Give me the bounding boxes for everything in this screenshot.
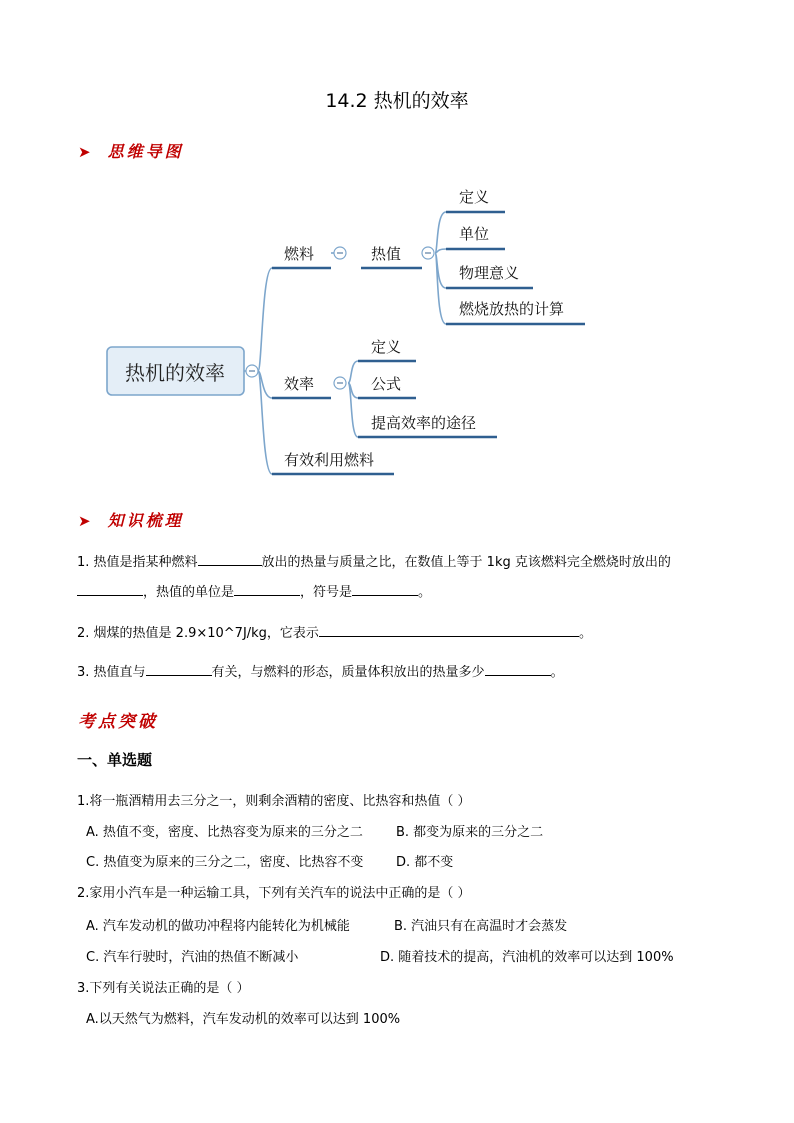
single-choice-heading: 一、单选题 xyxy=(77,751,153,769)
knowledge-text: 有关，与燃料的形态，质量体积放出的热量多少 xyxy=(211,665,485,680)
knowledge-item-3 xyxy=(77,662,564,682)
fill-blank[interactable] xyxy=(198,552,262,566)
question-1-option-c[interactable]: C. 热值变为原来的三分之二，密度、比热容不变 xyxy=(86,855,364,870)
hv-child-4: 燃烧放热的计算 xyxy=(459,300,565,318)
question-2-stem: 2.家用小汽车是一种运输工具，下列有关汽车的说法中正确的是（ ） xyxy=(77,886,471,901)
knowledge-text: ，符号是 xyxy=(300,585,353,600)
fill-blank[interactable] xyxy=(77,582,143,596)
branch-efficiency: 效率 xyxy=(284,375,315,393)
question-1-option-b[interactable]: B. 都变为原来的三分之二 xyxy=(396,825,544,840)
knowledge-text: 放出的热量与质量之比，在数值上等于 1kg 克该燃料完全燃烧时放出的 xyxy=(261,555,671,570)
question-2-option-a[interactable]: A. 汽车发动机的做功冲程将内能转化为机械能 xyxy=(86,919,350,934)
fill-blank[interactable] xyxy=(485,662,551,676)
mindmap-diagram xyxy=(0,0,794,500)
knowledge-heading xyxy=(78,508,184,531)
question-1-option-d[interactable]: D. 都不变 xyxy=(396,855,454,870)
hv-child-2: 单位 xyxy=(459,225,490,243)
knowledge-item-1-line-1 xyxy=(77,552,671,572)
fill-blank[interactable] xyxy=(146,662,212,676)
eff-child-1: 定义 xyxy=(371,338,402,356)
branch-heat-value: 热值 xyxy=(371,245,402,263)
branch-use: 有效利用燃料 xyxy=(284,451,375,469)
knowledge-item-1-line-2 xyxy=(77,582,431,602)
hv-child-3: 物理意义 xyxy=(459,264,520,282)
page-title: 14.2 热机的效率 xyxy=(325,90,469,112)
mindmap-heading-text: 思维导图 xyxy=(107,142,184,161)
question-1-option-a[interactable]: A. 热值不变，密度、比热容变为原来的三分之二 xyxy=(86,825,363,840)
knowledge-text: 2. 烟煤的热值是 2.9×10^7J/kg，它表示 xyxy=(77,626,319,641)
knowledge-text: 。 xyxy=(550,665,564,680)
fill-blank[interactable] xyxy=(319,623,579,637)
knowledge-text: 3. 热值直与 xyxy=(77,665,146,680)
question-2-option-b[interactable]: B. 汽油只有在高温时才会蒸发 xyxy=(394,919,568,934)
hv-child-1: 定义 xyxy=(459,188,490,206)
fill-blank[interactable] xyxy=(352,582,418,596)
arrow-icon: ➤ xyxy=(78,512,91,530)
knowledge-text: 。 xyxy=(418,585,432,600)
eff-child-3: 提高效率的途径 xyxy=(371,414,477,432)
question-3-stem: 3.下列有关说法正确的是（ ） xyxy=(77,981,250,996)
eff-child-2: 公式 xyxy=(371,375,402,393)
question-2-option-c[interactable]: C. 汽车行驶时，汽油的热值不断减小 xyxy=(86,950,299,965)
exam-heading: 考点突破 xyxy=(78,712,158,732)
knowledge-item-2 xyxy=(77,623,592,643)
question-3-option-a[interactable]: A.以天然气为燃料，汽车发动机的效率可以达到 100% xyxy=(86,1012,401,1027)
knowledge-text: 1. 热值是指某种燃料 xyxy=(77,555,198,570)
knowledge-text: 。 xyxy=(578,626,592,641)
question-2-option-d[interactable]: D. 随着技术的提高，汽油机的效率可以达到 100% xyxy=(380,950,674,965)
question-1-stem: 1.将一瓶酒精用去三分之一，则剩余酒精的密度、比热容和热值（ ） xyxy=(77,794,471,809)
knowledge-text: ，热值的单位是 xyxy=(143,585,235,600)
branch-fuel: 燃料 xyxy=(284,245,315,263)
knowledge-heading-text: 知识梳理 xyxy=(107,511,184,530)
arrow-icon: ➤ xyxy=(78,143,91,161)
fill-blank[interactable] xyxy=(234,582,300,596)
root-node-label: 热机的效率 xyxy=(125,361,225,385)
